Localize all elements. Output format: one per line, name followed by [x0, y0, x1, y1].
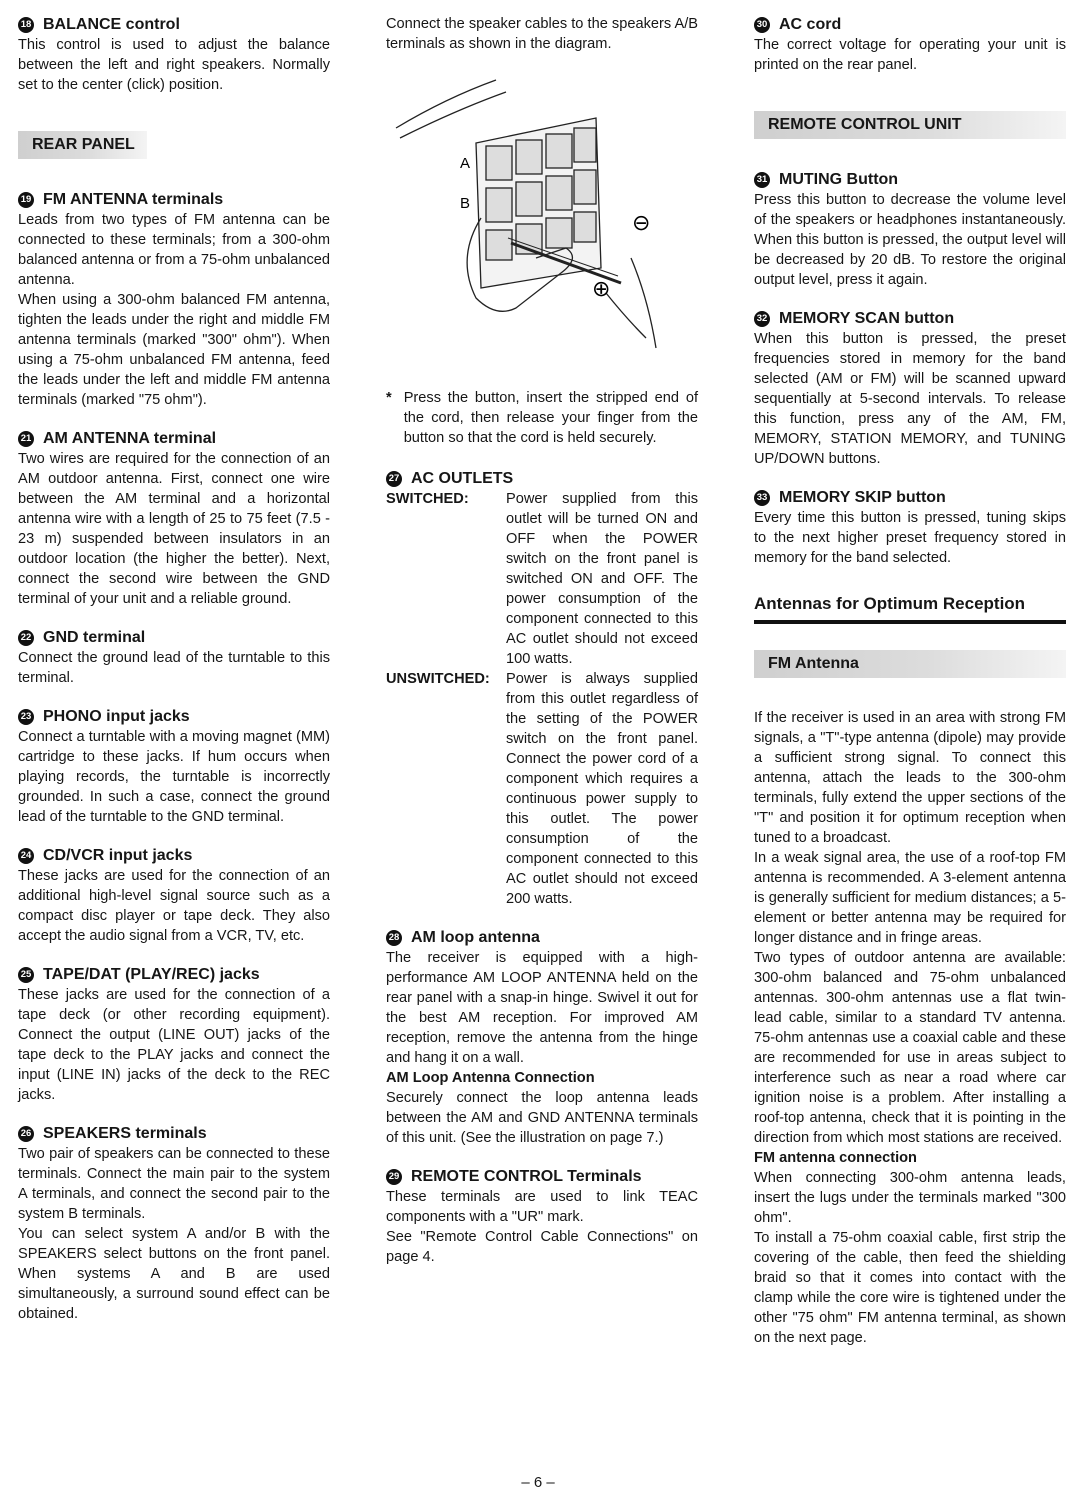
section-heading: [754, 14, 1066, 35]
section-heading: [754, 487, 1066, 508]
section-speakers-terminals: [18, 1123, 330, 1324]
section-text: This control is used to adjust the balance between the left and right speakers. Normally set to the center (click) position.: [18, 37, 330, 93]
section-heading: [18, 706, 330, 727]
section-text: Press this button to decrease the volume level of the speakers or headphones instantaneously. When this button is pressed, the output level will be decreased by 20 dB. To restore the original output level, press it again.: [754, 192, 1066, 288]
fm-text: To install a 75-ohm coaxial cable, first strip the covering of the cable, then feed the shielding braid so that it comes into contact with the clamp while the core wire is tightened under the other "75 ohm" FM antenna terminal, as shown on the next page.: [754, 1230, 1066, 1346]
item-number-badge: 30: [754, 17, 770, 33]
section-text: When this button is pressed, the preset frequencies stored in memory for the band selected (AM or FM) will be scanned upward sequentially at 5-second intervals. To release this function, press any of the AM, FM, MEMORY, STATION MEMORY, and TUNING UP/DOWN buttons.: [754, 331, 1066, 467]
subheading: FM antenna connection: [754, 1150, 917, 1166]
section-title: AM loop antenna: [411, 929, 540, 946]
section-phono-input-jacks: [18, 706, 330, 827]
fm-antenna-banner: FM Antenna: [754, 650, 1066, 678]
column-middle: [386, 14, 698, 1285]
section-text: The correct voltage for operating your unit is printed on the rear panel.: [754, 37, 1066, 73]
section-title: MEMORY SCAN button: [779, 310, 955, 327]
plus-symbol: ⊕: [592, 276, 611, 301]
section-balance: [18, 14, 330, 95]
section-text: Securely connect the loop antenna leads between the AM and GND ANTENNA terminals of this unit. (See the illustration on page 7.): [386, 1090, 698, 1146]
section-fm-antenna-terminals: [18, 189, 330, 410]
section-tape-dat-jacks: [18, 964, 330, 1105]
section-am-antenna-terminal: [18, 428, 330, 609]
section-heading: [18, 14, 330, 35]
item-number-badge: 21: [18, 431, 34, 447]
item-number-badge: 27: [386, 471, 402, 487]
unswitched-label: UNSWITCHED:: [386, 671, 490, 687]
section-memory-scan: [754, 308, 1066, 469]
asterisk-mark: *: [386, 390, 392, 406]
item-number-badge: 28: [386, 930, 402, 946]
antennas-title: Antennas for Optimum Reception: [754, 594, 1066, 624]
item-number-badge: 19: [18, 192, 34, 208]
section-title: REMOTE CONTROL Terminals: [411, 1168, 642, 1185]
section-text: You can select system A and/or B with the SPEAKERS select buttons on the front panel. When systems A and B are used simultaneously, a surround sound effect can be obtained.: [18, 1226, 330, 1322]
speaker-connection-intro: Connect the speaker cables to the speakers A/B terminals as shown in the diagram.: [386, 16, 698, 52]
cable-line-icon: [396, 80, 496, 128]
section-title: PHONO input jacks: [43, 708, 190, 725]
item-number-badge: 24: [18, 848, 34, 864]
section-title: TAPE/DAT (PLAY/REC) jacks: [43, 966, 260, 983]
item-number-badge: 29: [386, 1169, 402, 1185]
section-text: These jacks are used for the connection of an additional high-level signal source such as a compact disc player or tape deck. They also accept the audio signal from a VCR, TV, etc.: [18, 868, 330, 944]
item-number-badge: 32: [754, 311, 770, 327]
label-b: B: [460, 195, 471, 212]
section-text: Two pair of speakers can be connected to these terminals. Connect the main pair to the system A terminals, and connect the second pair to the system B terminals.: [18, 1146, 330, 1222]
section-text: The receiver is equipped with a high-performance AM LOOP ANTENNA held on the rear panel with a snap-in hinge. Swivel it out for the best AM reception. For improved AM reception, remove the antenna from the hinge and hang it on a wall.: [386, 950, 698, 1066]
column-right: [754, 14, 1066, 1348]
note-text: Press the button, insert the stripped end of the cord, then release your finger from the button so that the cord is held securely.: [403, 390, 698, 446]
section-title: CD/VCR input jacks: [43, 847, 193, 864]
fm-text: When connecting 300-ohm antenna leads, insert the lugs under the terminals marked "300 ohm".: [754, 1170, 1066, 1226]
section-text: These jacks are used for the connection of a tape deck (or other recording equipment). Connect the output (LINE OUT) jacks of the tape deck to the PLAY jacks and connect the input (LINE IN) jacks of the deck to the REC jacks.: [18, 987, 330, 1103]
section-text: Leads from two types of FM antenna can be connected to these terminals; from a 300-ohm balanced antenna or from a 75-ohm unbalanced antenna.: [18, 212, 330, 288]
section-heading: [18, 964, 330, 985]
section-title: AM ANTENNA terminal: [43, 430, 217, 447]
item-number-badge: 22: [18, 630, 34, 646]
section-text: These terminals are used to link TEAC components with a "UR" mark.: [386, 1189, 698, 1225]
fm-text: Two types of outdoor antenna are available: 300-ohm balanced and 75-ohm unbalanced antennas. 300-ohm antennas use a flat twin-lead cable, similar to a standard TV antenna. 75-ohm antennas use a coaxial cable and these are recommended for use in areas subject to interference such as near a road where car ignition noise is a problem. After installing a roof-top antenna, check that it is pointing in the direction from which most stations are received.: [754, 950, 1066, 1146]
section-title: FM ANTENNA terminals: [43, 191, 224, 208]
rear-panel-banner: REAR PANEL: [18, 131, 147, 159]
section-heading: [18, 428, 330, 449]
section-title: SPEAKERS terminals: [43, 1125, 207, 1142]
section-heading: [386, 468, 698, 489]
section-heading: [386, 927, 698, 948]
section-title: MEMORY SKIP button: [779, 489, 946, 506]
item-number-badge: 18: [18, 17, 34, 33]
cable-line-icon: [400, 92, 506, 138]
section-heading: [18, 627, 330, 648]
page-number: – 6 –: [521, 1474, 555, 1491]
section-title: MUTING Button: [779, 171, 899, 188]
remote-control-unit-banner: REMOTE CONTROL UNIT: [754, 111, 1066, 139]
column-left: [18, 14, 330, 1342]
item-number-badge: 25: [18, 967, 34, 983]
label-a: A: [460, 155, 471, 172]
section-title: GND terminal: [43, 629, 146, 646]
section-remote-control-terminals: [386, 1166, 698, 1267]
fm-text: If the receiver is used in an area with strong FM signals, a "T"-type antenna (dipole) may provide a sufficient strong signal. To connect this antenna, attach the leads to the 300-ohm terminals, fully extend the upper sections of the "T" and position it for optimum reception when tuned to a broadcast.: [754, 710, 1066, 846]
outlet-table: [386, 489, 698, 909]
section-muting-button: [754, 169, 1066, 290]
minus-symbol: ⊖: [632, 210, 651, 235]
section-text: Two wires are required for the connection of an AM outdoor antenna. First, connect one wire between the AM terminal and a horizontal antenna wire with a length of 25 to 75 feet (7.5 - 23 m) suspended between insulators in an outdoor location (the higher the better). Next, connect the second wire between the GND terminal of your unit and a reliable ground.: [18, 451, 330, 607]
section-title: AC cord: [779, 16, 842, 33]
section-heading: [386, 1166, 698, 1187]
subheading: AM Loop Antenna Connection: [386, 1070, 595, 1086]
section-gnd-terminal: [18, 627, 330, 688]
section-heading: [18, 1123, 330, 1144]
section-cd-vcr-input-jacks: [18, 845, 330, 946]
section-heading: [754, 169, 1066, 190]
section-am-loop-antenna: [386, 927, 698, 1148]
switched-label: SWITCHED:: [386, 491, 469, 507]
speaker-terminal-diagram: [386, 58, 698, 378]
item-number-badge: 23: [18, 709, 34, 725]
section-ac-cord: [754, 14, 1066, 75]
terminal-clip-icon: [486, 128, 596, 260]
section-text: When using a 300-ohm balanced FM antenna, tighten the leads under the right and middle FM antenna terminals (marked "300" ohm"). When using a 75-ohm unbalanced FM antenna, feed the leads under the left and middle FM antenna terminals (marked "75 ohm").: [18, 292, 330, 408]
section-text: Connect the ground lead of the turntable to this terminal.: [18, 650, 330, 686]
unswitched-text: Power is always supplied from this outlet regardless of the setting of the POWER switch on the front panel. Connect the power cord of a component which requires a continuous power supply to this outlet. The power consumption of the component connected to this AC outlet should not exceed 200 watts.: [506, 671, 698, 907]
item-number-badge: 31: [754, 172, 770, 188]
fm-text: In a weak signal area, the use of a roof-top FM antenna is recommended. A 3-element antenna is generally sufficient for medium distances; a 5-element or better antenna may be required for longer distance and in fringe areas.: [754, 850, 1066, 946]
section-memory-skip: [754, 487, 1066, 568]
section-heading: [18, 845, 330, 866]
section-heading: [18, 189, 330, 210]
switched-text: Power supplied from this outlet will be turned ON and OFF when the POWER switch on the front panel is switched ON and OFF. The power consumption of the component connected to this AC outlet should not exceed 100 watts.: [506, 491, 698, 667]
hand-icon: [606, 293, 646, 338]
section-text: Every time this button is pressed, tuning skips to the next higher preset frequency stored in memory for the band selected.: [754, 510, 1066, 566]
section-heading: [754, 308, 1066, 329]
item-number-badge: 33: [754, 490, 770, 506]
section-title: BALANCE control: [43, 16, 180, 33]
section-text: See "Remote Control Cable Connections" on page 4.: [386, 1229, 698, 1265]
item-number-badge: 26: [18, 1126, 34, 1142]
install-note: [386, 388, 698, 448]
section-text: Connect a turntable with a moving magnet (MM) cartridge to these jacks. If hum occurs when playing records, the turntable is incorrectly grounded. In such a case, connect the ground lead of the turntable to the GND terminal.: [18, 729, 330, 825]
section-ac-outlets: [386, 468, 698, 909]
section-title: AC OUTLETS: [411, 470, 514, 487]
